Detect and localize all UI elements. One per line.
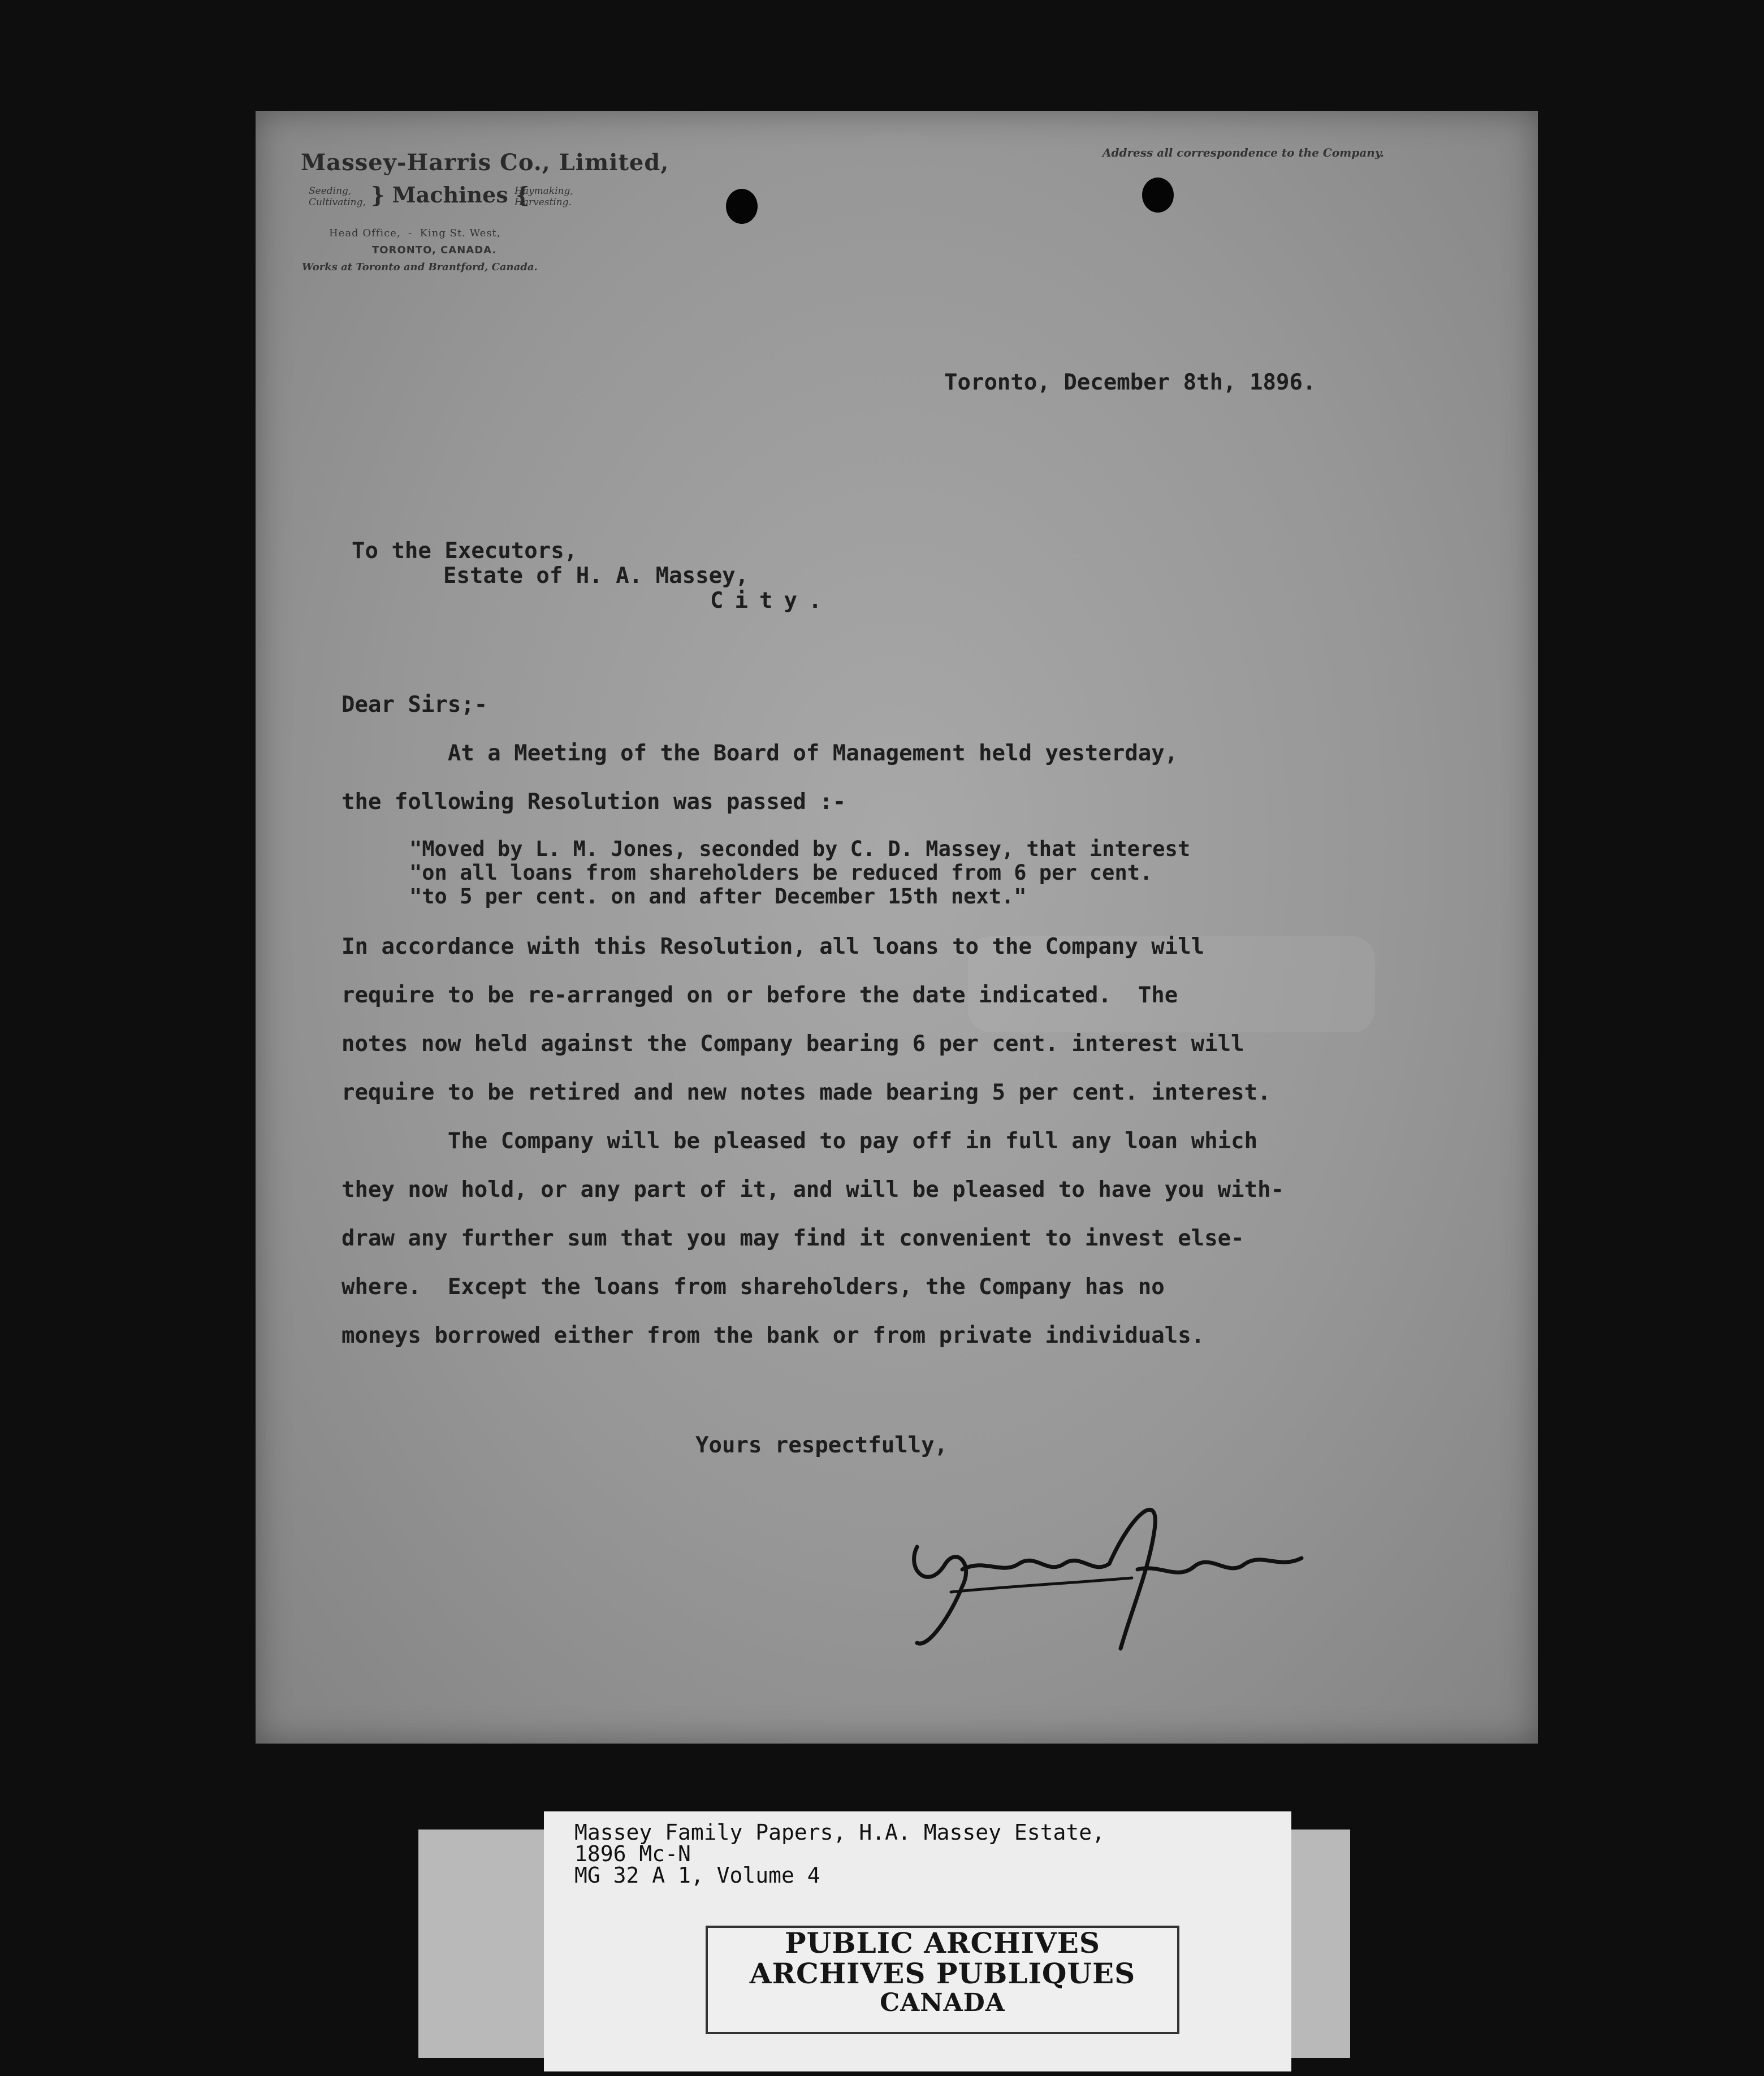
body-line: notes now held against the Company bearing 6 per cent. interest will: [341, 1031, 1244, 1057]
letterhead-address-note: Address all correspondence to the Company.: [1102, 146, 1385, 159]
recipient-line: Estate of H. A. Massey,: [443, 563, 749, 589]
catalog-line: MG 32 A 1, Volume 4: [574, 1863, 820, 1888]
body-line: At a Meeting of the Board of Management held yesterday,: [341, 741, 1178, 766]
punch-hole: [726, 189, 758, 224]
recipient-line: City.: [710, 588, 833, 613]
catalog-line: Massey Family Papers, H.A. Massey Estate,: [574, 1820, 1105, 1845]
body-line: require to be re-arranged on or before the date indicated. The: [341, 983, 1178, 1008]
letterhead-city: TORONTO, CANADA.: [372, 244, 497, 256]
resolution-line: "Moved by L. M. Jones, seconded by C. D. Massey, that interest: [409, 837, 1191, 861]
body-line: where. Except the loans from shareholders, the Company has no: [341, 1274, 1165, 1300]
recipient-line: To the Executors,: [352, 538, 578, 564]
letterhead-works: Works at Toronto and Brantford, Canada.: [302, 261, 538, 273]
body-line: In accordance with this Resolution, all loans to the Company will: [341, 934, 1205, 959]
body-line: the following Resolution was passed :-: [341, 789, 846, 815]
public-archives-stamp: [706, 1926, 1179, 2034]
punch-hole: [1142, 178, 1174, 213]
body-line: require to be retired and new notes made bearing 5 per cent. interest.: [341, 1080, 1271, 1105]
body-line: draw any further sum that you may find it convenient to invest else-: [341, 1226, 1244, 1251]
closing: Yours respectfully,: [695, 1433, 948, 1458]
letterhead-machines: } Machines {: [371, 182, 530, 207]
letterhead-office: Head Office, - King St. West,: [329, 227, 501, 239]
resolution-line: "on all loans from shareholders be reduced from 6 per cent.: [409, 860, 1153, 885]
body-line: moneys borrowed either from the bank or from private individuals.: [341, 1323, 1205, 1348]
letter-page: [256, 111, 1538, 1744]
letterhead-company: Massey-Harris Co., Limited,: [301, 149, 669, 176]
catalog-reference: [574, 1822, 1105, 1886]
letterhead-machines-left: Seeding, Cultivating,: [309, 185, 366, 208]
stamp-line: PUBLIC ARCHIVES: [785, 1926, 1100, 1960]
body-line: they now hold, or any part of it, and will be pleased to have you with-: [341, 1177, 1285, 1203]
catalog-line: 1896 Mc-N: [574, 1841, 691, 1866]
body-line: The Company will be pleased to pay off in full any loan which: [341, 1128, 1258, 1154]
letter-date: Toronto, December 8th, 1896.: [944, 370, 1316, 395]
stamp-line: ARCHIVES PUBLIQUES: [749, 1957, 1136, 1990]
letterhead-machines-right: Haymaking, Harvesting.: [514, 185, 573, 208]
handwritten-signature: [894, 1479, 1313, 1660]
salutation: Dear Sirs;-: [341, 692, 488, 717]
resolution-line: "to 5 per cent. on and after December 15th next.": [409, 884, 1027, 909]
stamp-line: CANADA: [880, 1988, 1005, 2017]
